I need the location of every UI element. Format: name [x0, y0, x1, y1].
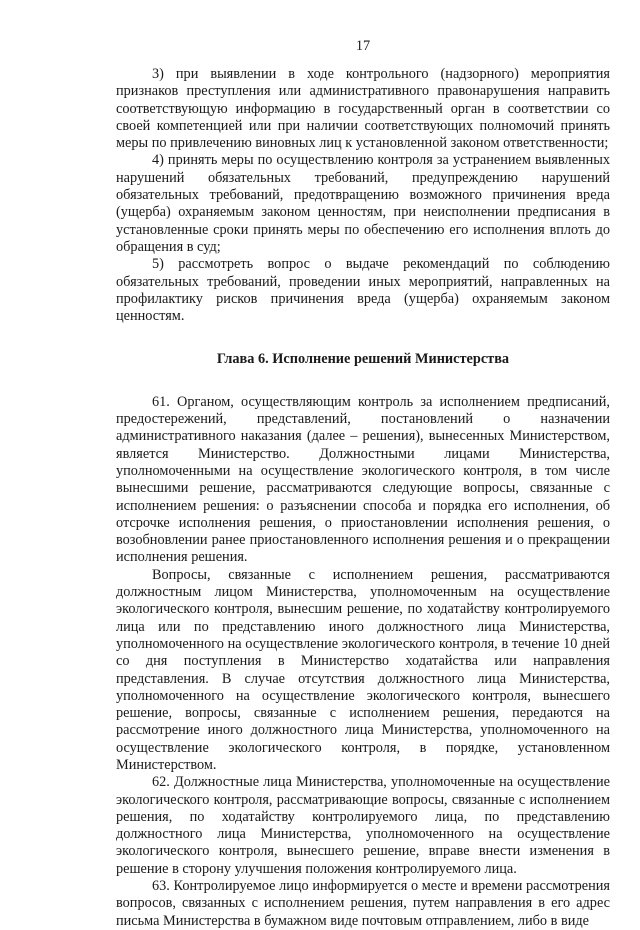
- paragraph-item-4: 4) принять меры по осуществлению контроля за устранением выявленных нарушений обязательных требований, предупреждению нарушений обязательных требований, предотвращению возможного причинения вреда (ущерба) охраняемым законом ценностям, при неисполнении предписания в установленные сроки принять меры по обеспечению его исполнения вплоть до обращения в суд;: [116, 152, 610, 255]
- page-number: 17: [355, 38, 371, 54]
- chapter-heading: Глава 6. Исполнение решений Министерства: [216, 351, 510, 368]
- paragraph-item-5: 5) рассмотреть вопрос о выдаче рекомендаций по соблюдению обязательных требований, проведении иных мероприятий, направленных на профилактику рисков причинения вреда (ущерба) охраняемым законом ценностям.: [116, 256, 610, 325]
- paragraph-item-3: 3) при выявлении в ходе контрольного (надзорного) мероприятия признаков преступления или административного правонарушения направить соответствующую информацию в государственный орган в соответствии со своей компетенцией или при наличии соответствующих полномочий принять меры по привлечению виновных лиц к установленной законом ответственности;: [116, 66, 610, 152]
- document-page: [116, 38, 610, 930]
- paragraph-62: 62. Должностные лица Министерства, уполномоченные на осуществление экологического контроля, рассматривающие вопросы, связанные с исполнением решения, по ходатайству контролируемого лица, по представлению должностного лица Министерства, уполномоченного на осуществление экологического контроля, вынесшего решение, вправе внести изменения в решение в сторону улучшения положения контролируемого лица.: [116, 774, 610, 877]
- paragraph-61: 61. Органом, осуществляющим контроль за исполнением предписаний, предостережений, представлений, постановлений о назначении административного наказания (далее – решения), вынесенных Министерством, является Министерство. Должностными лицами Министерства, уполномоченными на осуществление экологического контроля, в том числе вынесшими решение, рассматриваются следующие вопросы, связанные с исполнением решения: о разъяснении способа и порядка его исполнения, об отсрочке исполнения решения, о приостановлении исполнения решения, о возобновлении ранее приостановленного исполнения решения и о прекращении исполнения решения.: [116, 393, 610, 566]
- paragraph-63: 63. Контролируемое лицо информируется о месте и времени рассмотрения вопросов, связанных с исполнением решения, путем направления в его адрес письма Министерства в бумажном виде почтовым отправлением, либо в виде: [116, 878, 610, 929]
- paragraph-61-continued: Вопросы, связанные с исполнением решения, рассматриваются должностным лицом Министерства, уполномоченным на осуществление экологического контроля, вынесшим решение, по ходатайству контролируемого лица или по представлению иного должностного лица Министерства, уполномоченного на осуществление экологического контроля, в течение 10 дней со дня поступления в Министерство ходатайства или направления представления. В случае отсутствия должностного лица Министерства, уполномоченного на осуществление экологического контроля, вынесшего решение, вопросы, связанные с исполнением решения, передаются на рассмотрение иного должностного лица Министерства, уполномоченного на осуществление экологического контроля, в порядке, установленном Министерством.: [116, 566, 610, 773]
